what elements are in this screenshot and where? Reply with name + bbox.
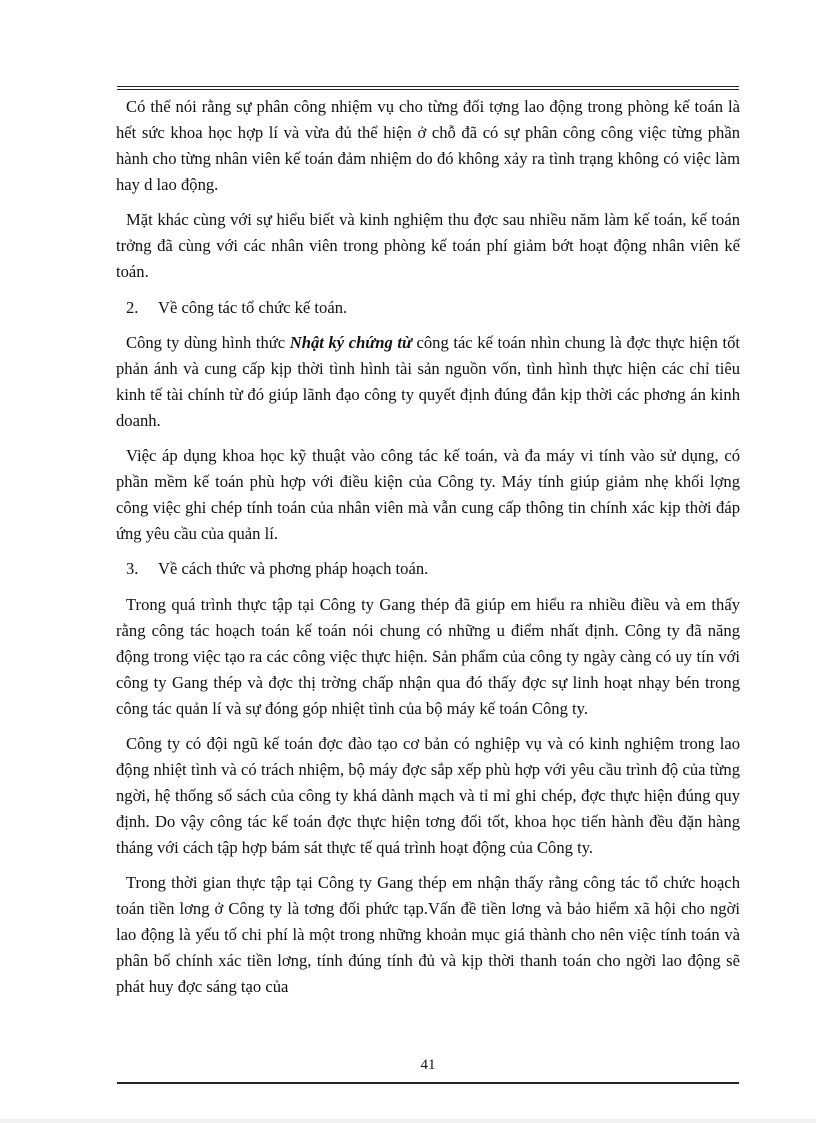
paragraph: Trong thời gian thực tập tại Công ty Gang thép em nhận thấy rằng công tác tổ chức hoạch toán tiền lơng ở Công ty là tơng đối phức tạp.Vấn đề tiền lơng và bảo hiểm xã hội cho ngời lao động là yếu tố chi phí là một trong những khoản mục giá thành cho nên việc tính toán và phân bổ chính xác tiền lơng, tính đúng tính đủ và kịp thời thanh toán cho ngời lao động sẽ phát huy đợc sáng tạo của <box>116 873 740 996</box>
page-number: 41 <box>420 1057 436 1073</box>
emphasis-text: Nhật ký chứng từ <box>289 333 412 353</box>
numbered-heading <box>116 556 740 582</box>
item-number: 2. <box>126 297 139 317</box>
paragraph: Việc áp dụng khoa học kỹ thuật vào công tác kế toán, và đa máy vi tính vào sử dụng, có phần mềm kế toán phù hợp với điều kiện của Công ty. Máy tính giúp giảm nhẹ khối lợng công việc ghi chép tính toán của nhân viên mà vẫn cung cấp thông tin chính xác kịp thời đáp ứng yêu cầu của quản lí. <box>116 446 740 543</box>
paragraph: Mặt khác cùng với sự hiểu biết và kinh nghiệm thu đợc sau nhiều năm làm kế toán, kế toán trởng đã cùng với các nhân viên trong phòng kế toán phí giảm bớt hoạt động nhân viên kế toán. <box>116 210 740 282</box>
page-edge <box>0 1119 816 1123</box>
item-text: Về công tác tổ chức kế toán. <box>158 297 348 317</box>
footer-rule <box>117 1082 739 1084</box>
paragraph-text: Công ty dùng hình thức <box>126 333 290 353</box>
header-rule-double <box>117 89 739 90</box>
header-rule <box>117 86 739 87</box>
paragraph <box>116 330 740 434</box>
paragraph: Trong quá trình thực tập tại Công ty Gang thép đã giúp em hiểu ra nhiều điều và em thấy rằng công tác hoạch toán kế toán nói chung có những u điểm nhất định. Công ty đã năng động trong việc tạo ra các công việc thực hiện. Sản phẩm của công ty ngày càng có uy tín với công ty Gang thép và đợc thị trờng chấp nhận qua đó thấy đợc sự linh hoạt nhạy bén trong công tác quản lí và sự đóng góp nhiệt tình của bộ máy kế toán Công ty. <box>116 594 740 718</box>
paragraph: Công ty có đội ngũ kế toán đợc đào tạo cơ bản có nghiệp vụ và có kinh nghiệm trong lao động nhiệt tình và có trách nhiệm, bộ máy đợc sắp xếp phù hợp với yêu cầu trình độ của từng ngời, hệ thống sổ sách của công ty khá dành mạch và tỉ mỉ ghi chép, đợc thực hiện đúng quy định. Do vậy công tác kế toán đợc thực hiện tơng đối tốt, khoa học tiến hành đều đặn hàng tháng với cách tập hợp bám sát thực tế quá trình hoạt động của Công ty. <box>116 734 740 857</box>
page-body <box>116 94 740 1009</box>
item-text: Về cách thức và phơng pháp hoạch toán. <box>158 559 429 579</box>
paragraph-text: công tác kế toán nhìn chung là đợc thực hiện tốt phản ánh và cung cấp kịp thời tình hình tài sản nguồn vốn, tình hình thực hiện các chỉ tiêu kinh tế tài chính từ đó giúp lãnh đạo công ty quyết định đúng đắn kịp thời các phơng án kinh doanh. <box>116 333 740 430</box>
numbered-heading <box>116 295 740 321</box>
paragraph: Có thể nói rằng sự phân công nhiệm vụ cho từng đối tợng lao động trong phòng kế toán là hết sức khoa học hợp lí và vừa đủ thể hiện ở chỗ đã có sự phân công công việc từng phần hành cho từng nhân viên kế toán đảm nhiệm do đó không xảy ra tình trạng không có việc làm hay d lao động. <box>116 97 740 194</box>
item-number: 3. <box>126 559 139 579</box>
